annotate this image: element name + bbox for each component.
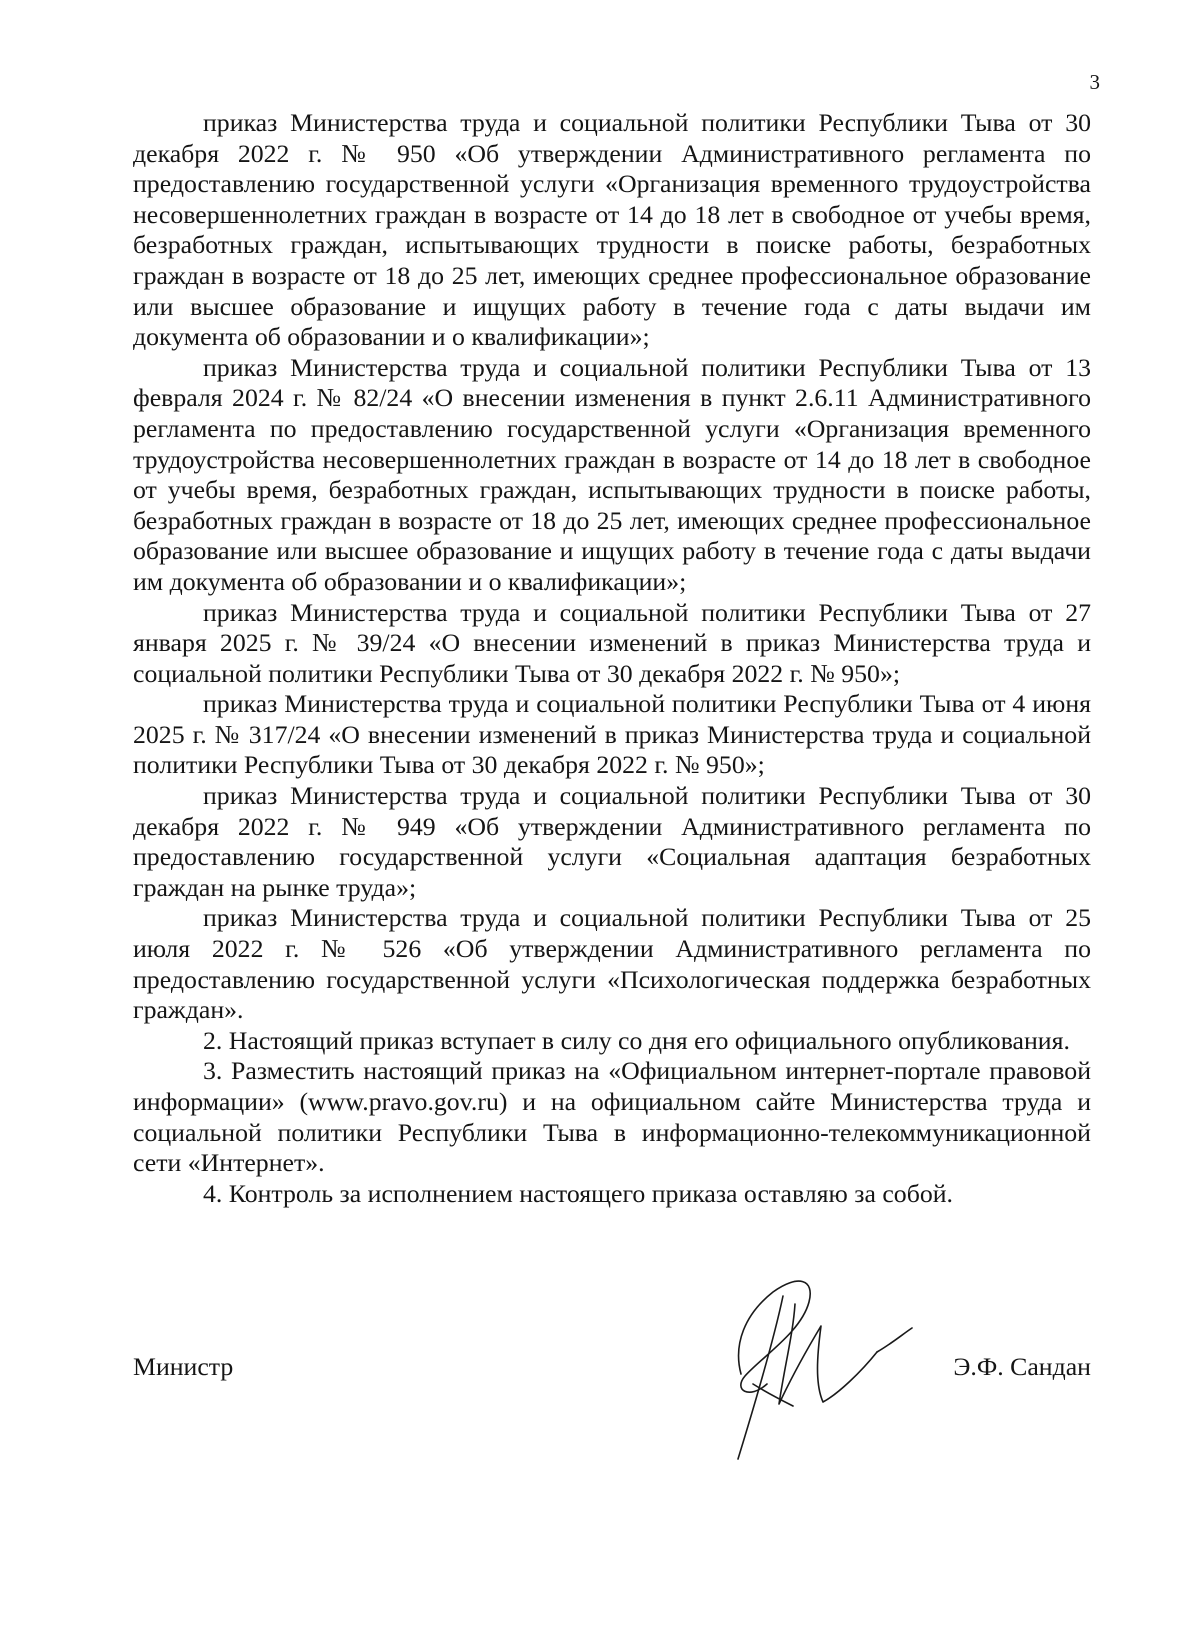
paragraph-order-317-24: приказ Министерства труда и социальной политики Республики Тыва от 4 июня 2025 г. № 317/24 «О внесении изменений в приказ Министерства труда и социальной политики Республики Тыва от 30 декабря 2022 г. № 950»; — [133, 689, 1091, 780]
paragraph-order-950: приказ Министерства труда и социальной политики Республики Тыва от 30 декабря 2022 г. № 950 «Об утверждении Административного регламента по предоставлению государственной услуги «Организация временного трудоустройства несовершеннолетних граждан в возрасте от 14 до 18 лет в свободное от учебы время, безработных граждан, испытывающих трудности в поиске работы, безработных граждан в возрасте от 18 до 25 лет, имеющих среднее профессиональное образование или высшее образование и ищущих работу в течение года с даты выдачи им документа об образовании и о квалификации»; — [133, 108, 1091, 352]
paragraph-order-82-24: приказ Министерства труда и социальной политики Республики Тыва от 13 февраля 2024 г. № 82/24 «О внесении изменения в пункт 2.6.11 Административного регламента по предоставлению государственной услуги «Организация временного трудоустройства несовершеннолетних граждан в возрасте от 14 до 18 лет в свободное от учебы время, безработных граждан, испытывающих трудности в поиске работы, безработных граждан в возрасте от 18 до 25 лет, имеющих среднее профессиональное образование или высшее образование и ищущих работу в течение года с даты выдачи им документа об образовании и о квалификации»; — [133, 352, 1091, 596]
paragraph-item-4: 4. Контроль за исполнением настоящего приказа оставляю за собой. — [203, 1178, 953, 1208]
handwritten-signature — [633, 1234, 913, 1464]
paragraph-order-949: приказ Министерства труда и социальной политики Республики Тыва от 30 декабря 2022 г. № 949 «Об утверждении Административного регламента по предоставлению государственной услуги «Социальная адаптация безработных граждан на рынке труда»; — [133, 781, 1091, 902]
paragraph-order-39-24: приказ Министерства труда и социальной политики Республики Тыва от 27 января 2025 г. № 39/24 «О внесении изменений в приказ Министерства труда и социальной политики Республики Тыва от 30 декабря 2022 г. № 950»; — [133, 597, 1091, 688]
signature-block — [133, 1234, 1091, 1464]
page-number: 3 — [1089, 70, 1100, 94]
document-body — [133, 108, 1091, 1209]
paragraph-order-526: приказ Министерства труда и социальной политики Республики Тыва от 25 июля 2022 г. № 526 «Об утверждении Административного регламента по предоставлению государственной услуги «Психологическая поддержка безработных граждан». — [133, 903, 1091, 1025]
paragraph-item-3: 3. Разместить настоящий приказ на «Официальном интернет-портале правовой информации» (www.pravo.gov.ru) и на официальном сайте Министерства труда и социальной политики Республики Тыва в информационно-телекоммуникационной сети «Интернет». — [133, 1056, 1091, 1178]
signatory-name: Э.Ф. Сандан — [953, 1352, 1091, 1381]
signatory-position: Министр — [133, 1352, 234, 1381]
paragraph-item-2: 2. Настоящий приказ вступает в силу со дня его официального опубликования. — [203, 1025, 1070, 1055]
